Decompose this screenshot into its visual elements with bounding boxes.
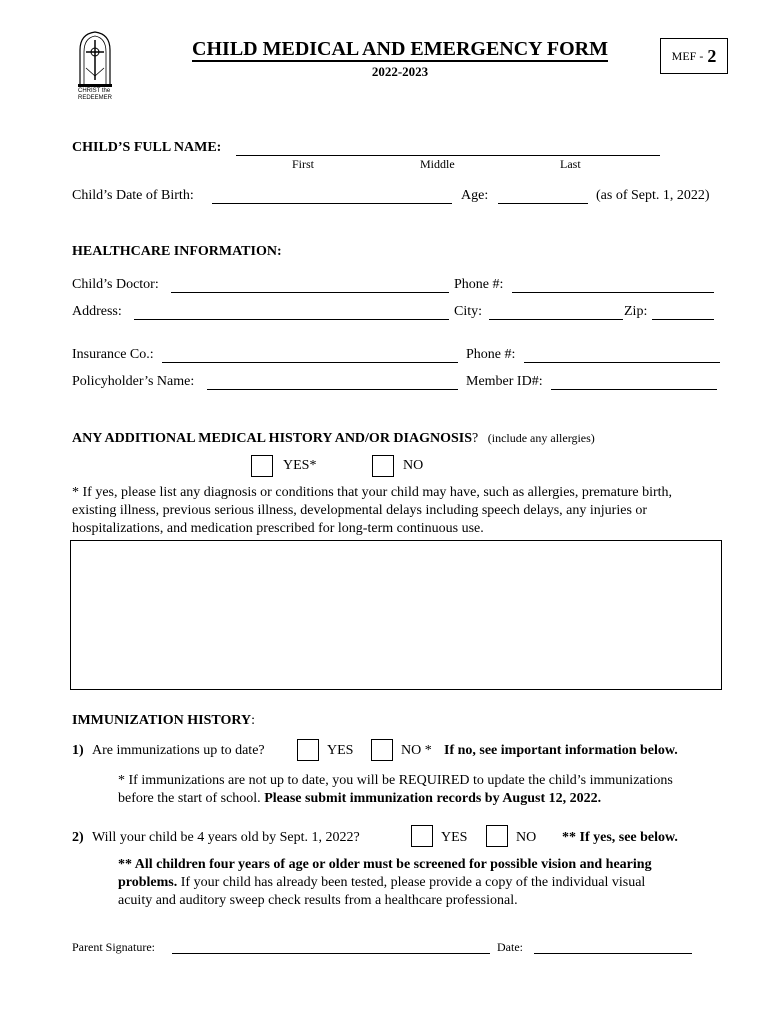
city-label: City: (454, 304, 483, 319)
signature-date-field[interactable] (534, 941, 692, 954)
insurance-label: Insurance Co.: (72, 347, 154, 362)
immunization-note-2a: before the start of school. (118, 791, 265, 806)
history-yes-checkbox[interactable] (251, 455, 273, 477)
city-field[interactable] (489, 306, 623, 320)
q2-no-label: NO (516, 830, 537, 845)
dob-label: Child’s Date of Birth: (72, 188, 194, 203)
address-field[interactable] (134, 306, 449, 320)
screening-note-2a: problems. (118, 875, 178, 890)
policyholder-field[interactable] (207, 376, 458, 390)
history-heading-q: ? (472, 431, 479, 446)
q1-no-checkbox[interactable] (371, 739, 393, 761)
parent-signature-label: Parent Signature: (72, 940, 155, 954)
history-details-textarea[interactable] (70, 540, 722, 690)
doctor-field[interactable] (171, 279, 449, 293)
address-label: Address: (72, 304, 122, 319)
doctor-phone-label: Phone #: (454, 277, 504, 292)
doctor-label: Child’s Doctor: (72, 277, 159, 292)
healthcare-heading: HEALTHCARE INFORMATION: (72, 244, 282, 259)
immunization-deadline: Please submit immunization records by August 12, 2022. (264, 791, 602, 806)
insurance-phone-label: Phone #: (466, 347, 516, 362)
history-yes-label: YES* (283, 458, 317, 473)
age-label: Age: (461, 188, 489, 203)
q1-text: Are immunizations up to date? (92, 743, 265, 758)
member-id-label: Member ID#: (466, 374, 543, 389)
name-part-middle: Middle (420, 157, 455, 171)
q1-number: 1) (72, 743, 84, 758)
form-title: CHILD MEDICAL AND EMERGENCY FORM (192, 38, 608, 60)
screening-note-3: acuity and auditory sweep check results from a healthcare professional. (118, 893, 518, 908)
form-code-prefix: MEF - (671, 48, 704, 63)
q1-note: If no, see important information below. (444, 743, 678, 758)
q2-yes-checkbox[interactable] (411, 825, 433, 847)
insurance-field[interactable] (162, 349, 458, 363)
immunization-heading: IMMUNIZATION HISTORY (72, 713, 252, 728)
history-instruction-1: * If yes, please list any diagnosis or conditions that your child may have, such as allergies, premature birth, (72, 485, 673, 500)
q2-number: 2) (72, 830, 84, 845)
name-part-first: First (292, 157, 315, 171)
immunization-heading-colon: : (251, 713, 255, 728)
history-heading-note: (include any allergies) (487, 431, 595, 445)
policyholder-label: Policyholder’s Name: (72, 374, 195, 389)
zip-label: Zip: (624, 304, 648, 319)
screening-note-2b: If your child has already been tested, please provide a copy of the individual visual (177, 875, 646, 890)
history-instruction-2: existing illness, previous serious illness, developmental delays including speech delays, any injuries or (72, 503, 648, 518)
q2-text: Will your child be 4 years old by Sept. 1, 2022? (92, 830, 360, 845)
name-part-last: Last (560, 157, 581, 171)
history-no-label: NO (403, 458, 424, 473)
q2-note: ** If yes, see below. (562, 830, 678, 845)
q1-no-label: NO * (401, 743, 432, 758)
dob-field[interactable] (212, 190, 452, 204)
doctor-phone-field[interactable] (512, 279, 714, 293)
form-code-box (660, 38, 728, 74)
history-instruction-3: hospitalizations, and medication prescribed for long-term continuous use. (72, 521, 484, 536)
history-heading: ANY ADDITIONAL MEDICAL HISTORY AND/OR DIAGNOSIS (72, 431, 473, 446)
q1-yes-checkbox[interactable] (297, 739, 319, 761)
logo-text-1: CHRIST the (78, 88, 111, 94)
parent-signature-field[interactable] (172, 941, 490, 954)
history-no-checkbox[interactable] (372, 455, 394, 477)
child-name-field[interactable] (236, 142, 660, 156)
age-note: (as of Sept. 1, 2022) (596, 188, 710, 203)
zip-field[interactable] (652, 306, 714, 320)
age-field[interactable] (498, 190, 588, 204)
q2-no-checkbox[interactable] (486, 825, 508, 847)
q1-yes-label: YES (327, 743, 354, 758)
screening-note-1: ** All children four years of age or older must be screened for possible vision and hearing (118, 857, 652, 872)
immunization-note-1: * If immunizations are not up to date, you will be REQUIRED to update the child’s immunizations (118, 773, 673, 788)
q2-yes-label: YES (441, 830, 468, 845)
form-code-number: 2 (707, 45, 717, 66)
child-name-label: CHILD’S FULL NAME: (72, 140, 222, 155)
member-id-field[interactable] (551, 376, 717, 390)
signature-date-label: Date: (497, 940, 523, 954)
logo-text-2: REDEEMER (78, 95, 113, 101)
form-year: 2022-2023 (371, 64, 429, 79)
insurance-phone-field[interactable] (524, 349, 720, 363)
